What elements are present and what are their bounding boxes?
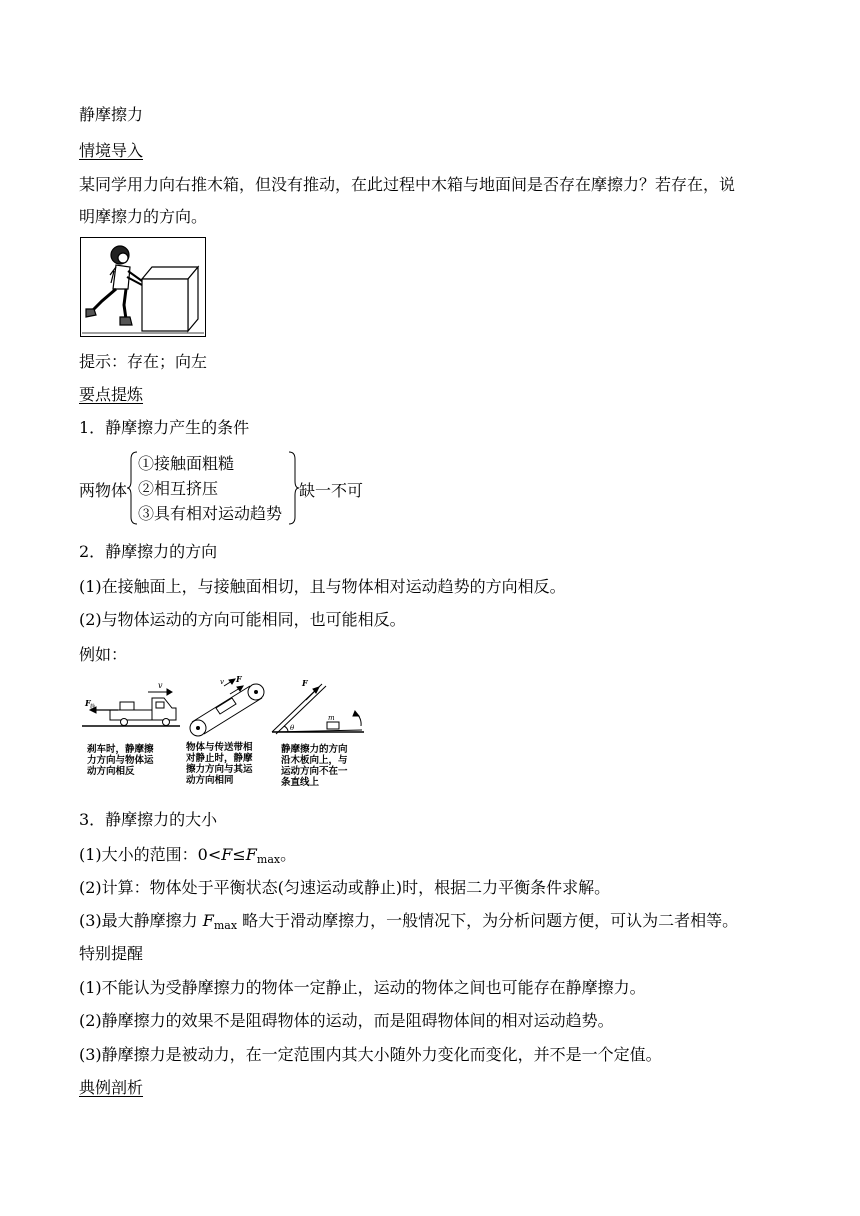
condition-2: ②相互挤压 (138, 479, 219, 498)
caption-truck: 刹车时，静摩擦 力方向与物体运 动方向相反 (87, 744, 154, 777)
scenario-text-1: 某同学用力向右推木箱，但没有推动，在此过程中木箱与地面间是否存在摩擦力？若存在，说 (79, 175, 736, 194)
conditions-left-label: 两物体 (79, 481, 128, 500)
truck-figure (82, 689, 180, 726)
scenario-text-2: 明摩擦力的方向。 (79, 207, 208, 226)
incline-force-label: F (302, 678, 308, 688)
point3-item2: (2)计算：物体处于平衡状态(匀速运动或静止)时，根据二力平衡条件求解。 (79, 878, 611, 897)
example-figures (80, 672, 370, 742)
point3-item3: (3)最大静摩擦力 Fmax 略大于滑动摩擦力，一般情况下，为分析问题方便，可认为二者相等。 (79, 911, 739, 932)
truck-force-label: F (85, 698, 91, 708)
scenario-heading: 情境导入 (79, 141, 144, 160)
hint-text: 提示：存在；向左 (79, 352, 208, 371)
push-box-figure (80, 237, 206, 337)
conveyor-force-label: F (236, 674, 242, 684)
key-points-heading: 要点提炼 (79, 385, 144, 404)
point1-title: 1．静摩擦力产生的条件 (79, 418, 250, 437)
conditions-right-label: 缺一不可 (299, 481, 364, 500)
truck-velocity-label: v (158, 681, 163, 690)
conditions-block (79, 451, 399, 525)
incline-figure (272, 684, 364, 734)
condition-3: ③具有相对运动趋势 (138, 504, 283, 523)
point3-item1: (1)大小的范围：0<F≤Fmax。 (79, 845, 297, 866)
point2-item1: (1)在接触面上，与接触面相切，且与物体相对运动趋势的方向相反。 (79, 577, 566, 596)
truck-force-sub: 静 (90, 704, 96, 710)
reminder-item-2: (2)静摩擦力的效果不是阻碍物体的运动，而是阻碍物体间的相对运动趋势。 (79, 1011, 614, 1030)
reminder-item-3: (3)静摩擦力是被动力，在一定范围内其大小随外力变化而变化，并不是一个定值。 (79, 1045, 662, 1064)
wooden-box (142, 267, 198, 331)
caption-incline: 静摩擦力的方向 沿木板向上，与 运动方向不在一 条直线上 (281, 744, 348, 788)
incline-angle-label: θ (290, 724, 295, 732)
reminder-heading: 特别提醒 (79, 944, 144, 963)
page-title: 静摩擦力 (79, 105, 144, 124)
point3-title: 3．静摩擦力的大小 (79, 810, 218, 829)
reminder-item-1: (1)不能认为受静摩擦力的物体一定静止，运动的物体之间也可能存在静摩擦力。 (79, 978, 646, 997)
condition-1: ①接触面粗糙 (138, 454, 235, 473)
caption-conveyor: 物体与传送带相 对静止时，静摩 擦力方向与其运 动方向相同 (186, 742, 253, 786)
conveyor-figure (190, 679, 264, 736)
conveyor-velocity-label: v (220, 678, 224, 686)
example-label: 例如： (79, 645, 128, 664)
point2-item2: (2)与物体运动的方向可能相同，也可能相反。 (79, 610, 406, 629)
example-heading: 典例剖析 (79, 1078, 144, 1097)
incline-mass-label: m (328, 714, 335, 722)
point2-title: 2．静摩擦力的方向 (79, 542, 218, 561)
